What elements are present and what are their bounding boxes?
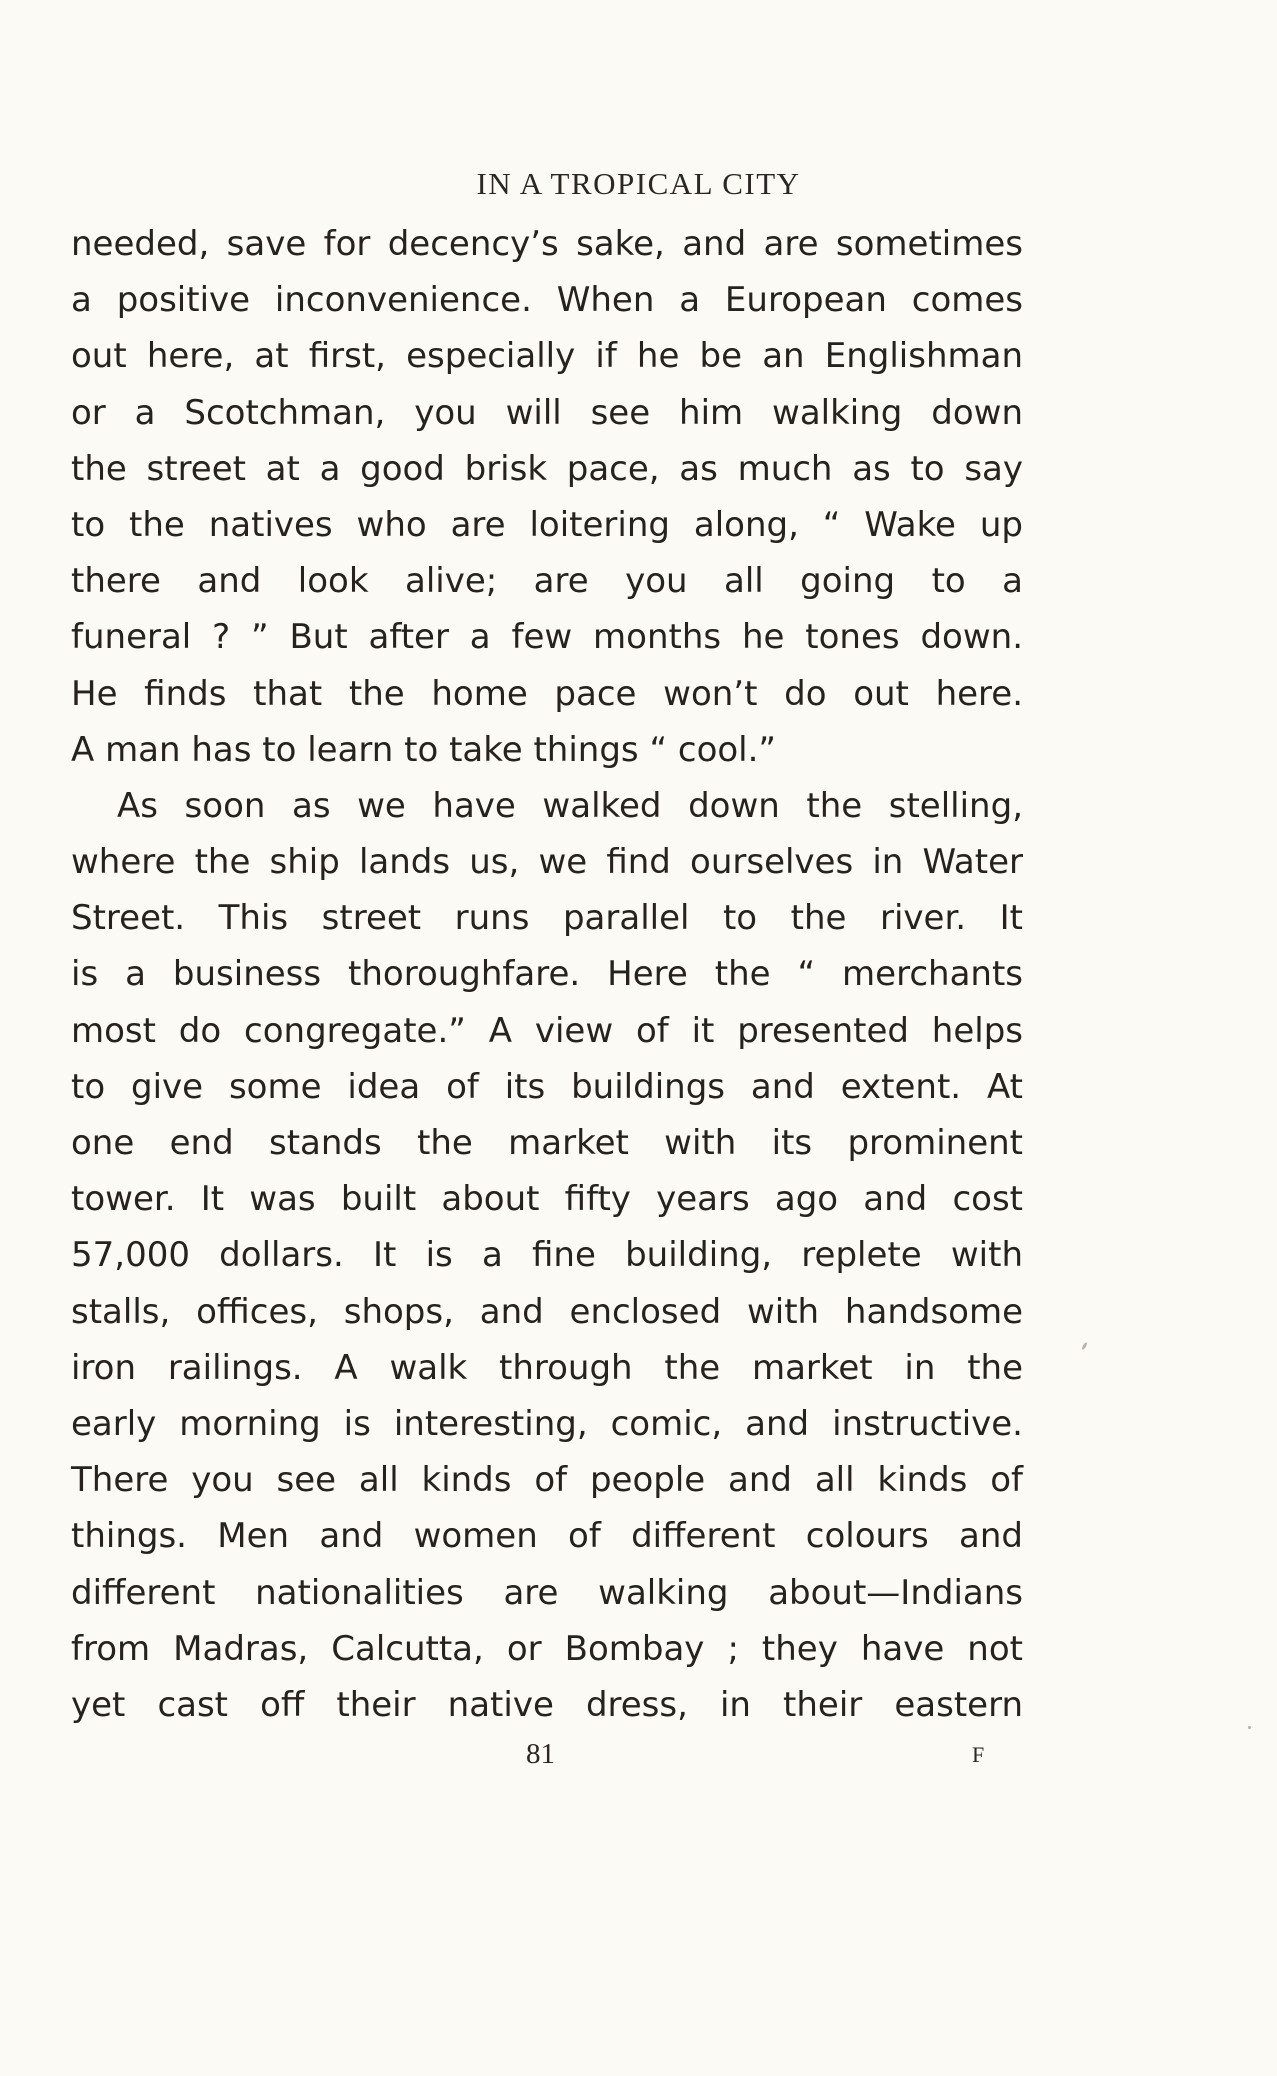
text-line: from Madras, Calcutta, or Bombay ; they have not bbox=[71, 1628, 1023, 1669]
text-line: things. Men and women of different colours and bbox=[71, 1516, 1023, 1557]
text-line: There you see all kinds of people and all kinds of bbox=[71, 1460, 1023, 1501]
text-line: or a Scotchman, you will see him walking down bbox=[71, 392, 1023, 433]
paragraph-2 bbox=[71, 778, 1023, 1733]
text-line: 57,000 dollars. It is a fine building, replete with bbox=[71, 1235, 1023, 1276]
paper-speck bbox=[1248, 1726, 1251, 1729]
text-line: the street at a good brisk pace, as much as to say bbox=[71, 448, 1023, 489]
text-line: is a business thoroughfare. Here the “ merchants bbox=[71, 954, 1023, 995]
text-line: to the natives who are loitering along, “ Wake up bbox=[71, 504, 1023, 545]
text-line: out here, at first, especially if he be an Englishman bbox=[71, 336, 1023, 377]
paragraph-1 bbox=[71, 216, 1023, 778]
text-line: needed, save for decency’s sake, and are sometimes bbox=[71, 224, 1023, 264]
text-line: to give some idea of its buildings and extent. At bbox=[71, 1066, 1023, 1107]
text-line: where the ship lands us, we find ourselves in Water bbox=[71, 842, 1023, 883]
body-text bbox=[71, 216, 1023, 1733]
text-line: there and look alive; are you all going to a bbox=[71, 561, 1023, 602]
text-line: A man has to learn to take things “ cool.” bbox=[71, 729, 777, 770]
text-line: He finds that the home pace won’t do out here. bbox=[71, 673, 1023, 714]
text-line: tower. It was built about fifty years ago and cost bbox=[71, 1179, 1023, 1220]
text-line: yet cast off their native dress, in their eastern bbox=[71, 1684, 1023, 1725]
text-line: different nationalities are walking about—Indians bbox=[71, 1572, 1023, 1613]
page-number: 81 bbox=[526, 1738, 555, 1770]
text-line: funeral ? ” But after a few months he tones down. bbox=[71, 617, 1023, 658]
text-line: one end stands the market with its prominent bbox=[71, 1123, 1023, 1163]
page-footer bbox=[0, 1738, 1277, 1778]
text-line: early morning is interesting, comic, and instructive. bbox=[71, 1403, 1023, 1444]
signature-mark: F bbox=[972, 1742, 985, 1767]
running-head: IN A TROPICAL CITY bbox=[476, 166, 801, 201]
text-line: As soon as we have walked down the stelling, bbox=[117, 785, 1023, 826]
text-line: a positive inconvenience. When a European comes bbox=[71, 280, 1023, 321]
text-line: Street. This street runs parallel to the river. It bbox=[71, 898, 1023, 939]
text-line: iron railings. A walk through the market in the bbox=[71, 1347, 1023, 1388]
paper-speck bbox=[1081, 1342, 1088, 1350]
text-line: stalls, offices, shops, and enclosed with handsome bbox=[71, 1291, 1023, 1332]
text-line: most do congregate.” A view of it presented helps bbox=[71, 1010, 1023, 1051]
